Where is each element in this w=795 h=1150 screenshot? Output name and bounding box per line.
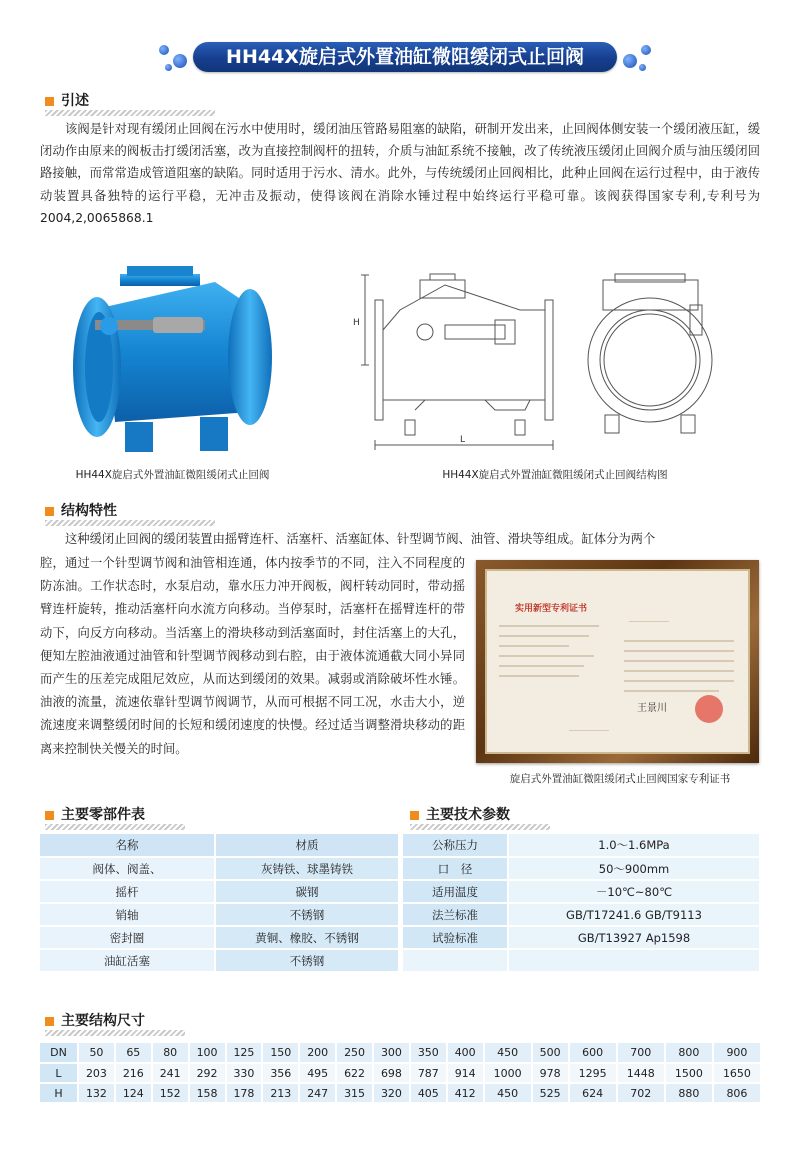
dim-h-label: H bbox=[353, 318, 360, 328]
table-cell: 适用温度 bbox=[403, 880, 508, 903]
table-row bbox=[403, 857, 760, 880]
table-cell: 412 bbox=[447, 1083, 484, 1103]
decor-dot-icon bbox=[641, 45, 651, 55]
valve-photo bbox=[65, 262, 290, 462]
seal-icon bbox=[695, 695, 723, 723]
table-cell: 880 bbox=[665, 1083, 713, 1103]
table-cell: 152 bbox=[152, 1083, 189, 1103]
header-cell: 名称 bbox=[40, 834, 215, 857]
drawing-caption: HH44X旋启式外置油缸微阻缓闭式止回阀结构图 bbox=[442, 469, 668, 481]
certificate-lines bbox=[499, 621, 739, 731]
square-bullet-icon bbox=[45, 97, 54, 106]
table-cell: 不锈钢 bbox=[215, 903, 399, 926]
section-parts-heading: 主要零部件表 bbox=[45, 806, 185, 826]
section-dimensions-heading: 主要结构尺寸 bbox=[45, 1012, 185, 1032]
table-cell: 320 bbox=[373, 1083, 410, 1103]
table-cell: 1448 bbox=[617, 1063, 665, 1083]
table-cell: 公称压力 bbox=[403, 834, 508, 857]
heading-underline bbox=[410, 824, 550, 830]
table-cell: 1295 bbox=[569, 1063, 617, 1083]
table-cell: 50～900mm bbox=[508, 857, 760, 880]
table-cell: 销轴 bbox=[40, 903, 215, 926]
table-cell: 1650 bbox=[713, 1063, 761, 1083]
heading-underline bbox=[45, 520, 215, 526]
table-row bbox=[40, 903, 399, 926]
table-cell: 50 bbox=[78, 1043, 115, 1063]
patent-certificate bbox=[476, 560, 759, 763]
dimensions-table bbox=[40, 1043, 762, 1104]
table-row bbox=[40, 857, 399, 880]
table-cell: 405 bbox=[410, 1083, 447, 1103]
table-cell: 试验标准 bbox=[403, 926, 508, 949]
table-cell: 700 bbox=[617, 1043, 665, 1063]
table-cell: 178 bbox=[226, 1083, 263, 1103]
table-cell: 216 bbox=[115, 1063, 152, 1083]
table-cell: 500 bbox=[532, 1043, 569, 1063]
certificate-sheet bbox=[485, 569, 750, 754]
table-cell: GB/T13927 Ap1598 bbox=[508, 926, 760, 949]
table-cell: 978 bbox=[532, 1063, 569, 1083]
section-structure-heading: 结构特性 bbox=[45, 502, 215, 522]
table-cell: 1500 bbox=[665, 1063, 713, 1083]
table-cell: 914 bbox=[447, 1063, 484, 1083]
heading-underline bbox=[45, 110, 215, 116]
table-cell: 900 bbox=[713, 1043, 761, 1063]
table-cell: 65 bbox=[115, 1043, 152, 1063]
table-cell: －10℃~80℃ bbox=[508, 880, 760, 903]
intro-text: 该阀是针对现有缓闭止回阀在污水中使用时，缓闭油压管路易阻塞的缺陷，研制开发出来，止回阀体侧安装一个缓闭液压缸，缓闭动作由原来的阀板击打缓闭活塞，改为直接控制阀杆的扭转，介质与油缸系统不接触，改了传统液压缓闭止回阀介质与油压缓闭回路接触，而常常造成管道阻塞的缺陷。同时适用于污水、清水。此外，与传统缓闭止回阀相比，此种止回阀在运行过程中，由于液传动装置具备独特的运行平稳，无冲击及振动，使得该阀在消除水锤过程中始终运行平稳可靠。该阀获得国家专利,专利号为2004,2,0065868.1 bbox=[40, 122, 760, 225]
table-row bbox=[403, 834, 760, 857]
section-params-heading: 主要技术参数 bbox=[410, 806, 550, 826]
table-cell: 300 bbox=[373, 1043, 410, 1063]
table-row bbox=[403, 880, 760, 903]
dim-l-label: L bbox=[460, 435, 466, 445]
table-cell: 黄铜、橡胶、不锈钢 bbox=[215, 926, 399, 949]
page-title: HH44X旋启式外置油缸微阻缓闭式止回阀 bbox=[193, 42, 617, 72]
table-cell: 806 bbox=[713, 1083, 761, 1103]
table-cell: 292 bbox=[189, 1063, 226, 1083]
table-cell: 250 bbox=[336, 1043, 373, 1063]
header-cell: 材质 bbox=[215, 834, 399, 857]
table-cell: 碳钢 bbox=[215, 880, 399, 903]
table-cell: 702 bbox=[617, 1083, 665, 1103]
structure-text: 腔，通过一个针型调节阀和油管相连通，体内按季节的不同，注入不同程度的防冻油。工作状态时，水泵启动，靠水压力冲开阀板，阀杆转动同时，带动摇臂连杆旋转，推动活塞杆向水流方向移动。当停泵时，活塞杆在摇臂连杆的带动下，向反方向移动。当活塞上的滑块移动到活塞面时，封住活塞上的大孔，便知左腔油液通过油管和针型调节阀移动到右腔，由于液体流通截大同小异同而产生的压差完成阻尼效应，从而达到缓闭的效果。减弱或消除破坏性水锤。油液的流量，流速依靠针型调节阀调节，从而可根据不同工况，水击大小，逆流速度来调整缓闭时间的长短和缓闭速度的快慢。经过适当调整滑块移动的距离来控制快关慢关的时间。 bbox=[40, 556, 465, 756]
table-cell: 525 bbox=[532, 1083, 569, 1103]
decor-dot-icon bbox=[159, 45, 169, 55]
certificate-title: 实用新型专利证书 bbox=[515, 604, 588, 614]
table-cell bbox=[508, 949, 760, 972]
parts-table bbox=[40, 834, 400, 973]
structure-text-top: 这种缓闭止回阀的缓闭装置由摇臂连杆、活塞杆、活塞缸体、针型调节阀、油管、滑块等组成。缸体分为两个 bbox=[65, 532, 656, 546]
table-cell: 213 bbox=[262, 1083, 299, 1103]
square-bullet-icon bbox=[410, 811, 419, 820]
table-cell: 80 bbox=[152, 1043, 189, 1063]
table-row bbox=[40, 1063, 761, 1083]
table-cell: 495 bbox=[299, 1063, 336, 1083]
table-cell: 油缸活塞 bbox=[40, 949, 215, 972]
table-cell: 330 bbox=[226, 1063, 263, 1083]
table-cell: 1.0～1.6MPa bbox=[508, 834, 760, 857]
table-cell: 203 bbox=[78, 1063, 115, 1083]
row-label-cell: DN bbox=[40, 1043, 78, 1063]
table-cell: 100 bbox=[189, 1043, 226, 1063]
table-cell: 622 bbox=[336, 1063, 373, 1083]
section-intro-heading: 引述 bbox=[45, 92, 215, 112]
decor-dot-icon bbox=[623, 54, 637, 68]
table-cell: 624 bbox=[569, 1083, 617, 1103]
table-cell: 法兰标准 bbox=[403, 903, 508, 926]
row-label-cell: H bbox=[40, 1083, 78, 1103]
certificate-signature: 王景川 bbox=[637, 703, 667, 714]
table-cell: 787 bbox=[410, 1063, 447, 1083]
table-cell: 698 bbox=[373, 1063, 410, 1083]
table-row bbox=[40, 880, 399, 903]
table-row bbox=[40, 1083, 761, 1103]
table-cell: 400 bbox=[447, 1043, 484, 1063]
table-cell: 315 bbox=[336, 1083, 373, 1103]
square-bullet-icon bbox=[45, 811, 54, 820]
table-row bbox=[403, 903, 760, 926]
table-cell: 132 bbox=[78, 1083, 115, 1103]
table-cell: 350 bbox=[410, 1043, 447, 1063]
photo-caption: HH44X旋启式外置油缸微阻缓闭式止回阀 bbox=[75, 469, 270, 481]
table-cell: 241 bbox=[152, 1063, 189, 1083]
table-cell: 口 径 bbox=[403, 857, 508, 880]
table-cell: 150 bbox=[262, 1043, 299, 1063]
table-cell bbox=[403, 949, 508, 972]
row-label-cell: L bbox=[40, 1063, 78, 1083]
table-cell: 450 bbox=[484, 1083, 532, 1103]
table-row bbox=[40, 1043, 761, 1063]
table-cell: 356 bbox=[262, 1063, 299, 1083]
table-cell: 600 bbox=[569, 1043, 617, 1063]
table-cell: 摇杆 bbox=[40, 880, 215, 903]
certificate-caption: 旋启式外置油缸微阻缓闭式止回阀国家专利证书 bbox=[509, 773, 731, 785]
table-cell: 800 bbox=[665, 1043, 713, 1063]
title-banner-wrap bbox=[155, 40, 655, 74]
table-cell: 密封圈 bbox=[40, 926, 215, 949]
table-cell: 不锈钢 bbox=[215, 949, 399, 972]
table-row bbox=[403, 949, 760, 972]
heading-underline bbox=[45, 824, 185, 830]
table-cell: 158 bbox=[189, 1083, 226, 1103]
decor-dot-icon bbox=[639, 64, 646, 71]
table-header-row bbox=[40, 834, 399, 857]
table-cell: 灰铸铁、球墨铸铁 bbox=[215, 857, 399, 880]
structure-drawing bbox=[345, 270, 715, 455]
decor-dot-icon bbox=[173, 54, 187, 68]
table-row bbox=[40, 949, 399, 972]
table-cell: 125 bbox=[226, 1043, 263, 1063]
table-row bbox=[403, 926, 760, 949]
table-cell: GB/T17241.6 GB/T9113 bbox=[508, 903, 760, 926]
table-cell: 124 bbox=[115, 1083, 152, 1103]
table-cell: 450 bbox=[484, 1043, 532, 1063]
table-row bbox=[40, 926, 399, 949]
table-cell: 200 bbox=[299, 1043, 336, 1063]
table-cell: 阀体、阀盖、 bbox=[40, 857, 215, 880]
square-bullet-icon bbox=[45, 1017, 54, 1026]
heading-underline bbox=[45, 1030, 185, 1036]
decor-dot-icon bbox=[165, 64, 172, 71]
table-cell: 247 bbox=[299, 1083, 336, 1103]
table-cell: 1000 bbox=[484, 1063, 532, 1083]
square-bullet-icon bbox=[45, 507, 54, 516]
params-table bbox=[403, 834, 761, 973]
